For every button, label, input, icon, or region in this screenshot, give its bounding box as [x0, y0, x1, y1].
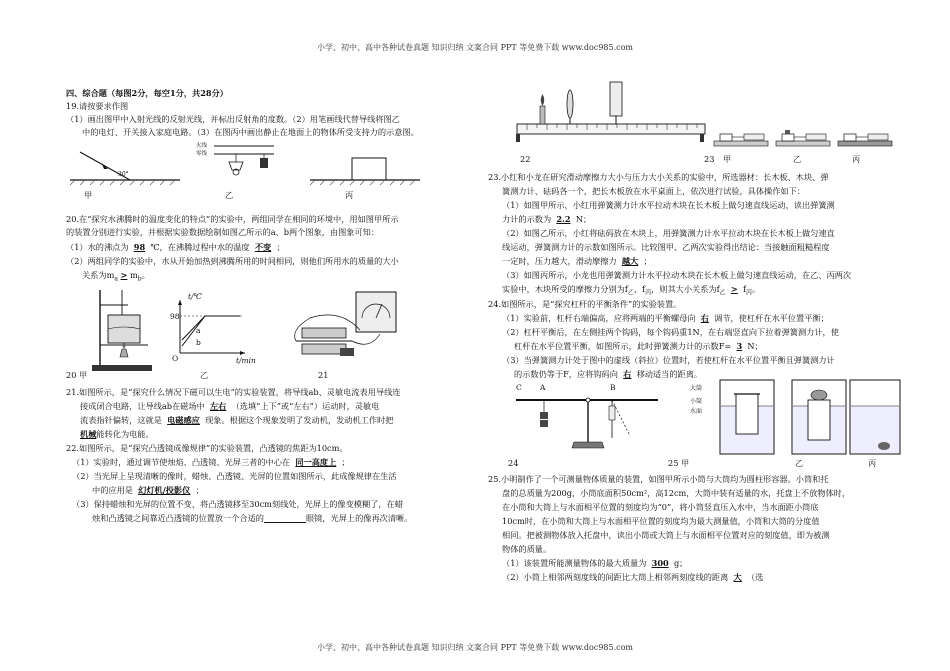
page-footer: 小学、初中、高中各种试卷真题 知识归纳 文案合同 PPT 等免费下载 www.doc985.com: [316, 643, 634, 652]
q23-line1: 23.小红和小龙在研究滑动摩擦力大小与压力大小关系的实验中，所选器材：长木板、木块、弹: [488, 172, 829, 182]
q22-line2: （1）实验时，通过调节使烛焰、凸透镜、光屏三者的中心在 同一高度上 ；: [72, 457, 350, 467]
fig19-yi-label: 乙: [225, 190, 234, 200]
graph-y-label: t/℃: [188, 292, 202, 301]
q23-line2: 簧测力计、砝码各一个，把长木板放在水平桌面上，依次进行试验，具体操作如下：: [502, 186, 805, 196]
q22-line1: 22.如图所示，是“探究凸透镜成像规律”的实验装置，凸透镜的焦距为10cm。: [66, 443, 348, 453]
figure-22-bench: [512, 80, 707, 152]
q20-line3: （1）水的沸点为 98 ℃，在沸腾过程中水的温度 不变 ；: [66, 242, 285, 252]
fig25-bing-label: 丙: [868, 458, 877, 468]
answer-25-1: 300: [651, 558, 669, 568]
fig23-bing-label: 丙: [852, 154, 861, 164]
q20-line4: （2）两组同学的实验中，水从开始加热到沸腾所用的时间相同，则他们所用水的质量的大小: [66, 256, 399, 266]
figure-20-jia: [90, 285, 155, 375]
answer-21-1: 左右: [209, 401, 227, 411]
answer-22-1: 同一高度上: [295, 457, 337, 467]
answer-24-1: 右: [700, 313, 709, 323]
wire-zero-label: 零线: [196, 151, 208, 157]
fig23-label: 23: [704, 154, 715, 164]
q21-line1: 21.如图所示，是“探究什么情况下磁可以生电”的实验装置，将导线ab、灵敏电流表用导线连: [66, 387, 401, 397]
q23-line6: 线运动，弹簧测力计的示数如图所示。比较图甲、乙两次实验得出结论：当接触面粗糙程度: [502, 242, 830, 252]
answer-21-2: 电磁感应: [167, 415, 200, 425]
fig24-label: 24: [508, 458, 519, 468]
answer-24-2: 3: [736, 341, 743, 351]
graph-98-label: 98: [170, 312, 180, 321]
angle-label: 30°: [118, 171, 129, 178]
fig19-bing-label: 丙: [345, 190, 354, 200]
q22-line4: 中的应用是 幻灯机/投影仪 ；: [92, 485, 204, 495]
q24-line3: （2）杠杆平衡后，在左侧挂两个钩码，每个钩码重1N，在右端竖直向下拉着弹簧测力计，使: [502, 327, 839, 337]
answer-23-3: >: [730, 284, 738, 294]
figure-19-jia: [70, 150, 180, 185]
lever-label-b: B: [610, 383, 616, 392]
q20-line1: 20.在“探究水沸腾时的温度变化的特点”的实验中，两组同学在相同的环境中，用如图甲所示: [66, 214, 399, 224]
fig25-jia-label: 25 甲: [668, 458, 690, 468]
q19-title: 19.请按要求作图: [66, 101, 129, 111]
figure-24-lever: [508, 380, 668, 452]
wire-fire-label: 火线: [196, 143, 208, 149]
q21-line2: 接成闭合电路，让导线ab在磁场中 左右 （选填“上下”或“左右”）运动时，灵敏电: [80, 401, 380, 411]
answer-22-2: 幻灯机/投影仪: [138, 485, 191, 495]
q23-line5: （2）如图乙所示，小红将砝码放在木块上，用弹簧测力计水平拉动木块在长木板上做匀速直: [502, 228, 835, 238]
q25-line6: 物体的质量。: [502, 544, 552, 554]
q24-line4: 杠杆在水平位置平衡，如图所示，此时弹簧测力计的示数F= 3 N；: [514, 341, 763, 351]
q23-line4: 力计的示数为 2.2 N；: [502, 214, 592, 224]
small-cyl-label: 小筒: [690, 398, 703, 405]
q23-line7: 一定时，压力越大，滑动摩擦力 越大 ；: [502, 256, 652, 266]
q25-line7: （1）该装置所能测量物体的最大质量为 300 g；: [502, 558, 688, 568]
figure-19-yi: [196, 140, 276, 190]
fig19-jia-label: 甲: [84, 190, 93, 200]
q23-line3: （1）如图甲所示，小红用弹簧测力计水平拉动木块在长木板上做匀速直线运动，读出弹簧测: [502, 200, 835, 210]
q24-line2: （1）实验前，杠杆右端偏高，应将两端的平衡螺母向 右 调节，使杠杆在水平位置平衡；: [502, 313, 829, 323]
q24-line5: （3）当弹簧测力计处于图中的虚线（斜拉）位置时，若使杠杆在水平位置平衡且弹簧测力计: [502, 355, 835, 365]
answer-20-3: >: [120, 270, 128, 280]
answer-20-2: 不变: [254, 242, 272, 252]
graph-a-label: a: [196, 326, 201, 335]
answer-20-1: 98: [133, 242, 146, 252]
answer-24-3: 右: [623, 369, 632, 379]
section-title: 四、综合题（每图2分，每空1分，共28分）: [66, 88, 228, 98]
answer-23-2: 越大: [621, 256, 639, 266]
fig23-jia-label: 甲: [723, 154, 732, 164]
q22-line6: 烛和凸透镜之间靠近凸透镜的位置放一个合适的 眼镜，光屏上的像再次清晰。: [92, 513, 413, 523]
answer-25-2: 大: [733, 572, 742, 582]
q24-line1: 24.如图所示，是“探究杠杆的平衡条件”的实验装置。: [488, 299, 682, 309]
graph-x-label: t/min: [236, 356, 256, 365]
figure-23: [712, 125, 897, 155]
fig25-yi-label: 乙: [795, 458, 804, 468]
figure-20-graph: [170, 298, 250, 358]
q23-line9: 实验中，木块所受的摩擦力分别为$f_乙$、$f_丙$，则其大小关系为$f_乙 > f_丙$。: [502, 284, 761, 297]
fig20-jia-label: 20 甲: [66, 370, 88, 380]
q19-line1: （1）画出图甲中入射光线的反射光线，并标出反射角的度数。（2）用笔画线代替导线将图乙: [66, 114, 400, 124]
figure-19-bing: [310, 150, 420, 186]
q23-line8: （3）如图丙所示，小龙也用弹簧测力计水平拉动木块在长木板上做匀速直线运动，在乙、丙两次: [502, 270, 852, 280]
figure-25: [690, 370, 900, 458]
lever-label-c: C: [516, 383, 522, 392]
q25-line4: 10cm时，在小筒和大筒上与水面相平位置的刻度均为最大测量值，小筒和大筒的分度值: [502, 516, 820, 526]
q20-line5: 关系为$m_a > m_b$。: [82, 270, 150, 283]
q21-line3: 流表指针偏转，这就是 电磁感应 现象。根据这个现象发明了发动机，发动机工作时把: [80, 415, 394, 425]
answer-23-1: 2.2: [556, 214, 571, 224]
graph-b-label: b: [196, 338, 201, 347]
graph-origin-label: O: [172, 354, 179, 363]
lever-label-a: A: [540, 383, 546, 392]
q21-line4: 机械能转化为电能。: [80, 429, 154, 439]
answer-21-3: 机械: [80, 429, 97, 439]
fig21-label: 21: [318, 370, 329, 380]
blank-22-3: [264, 514, 306, 523]
q25-line5: 相同。把被测物体放入托盘中，读出小筒或大筒上与水面相平位置对应的刻度值，即为被测: [502, 530, 830, 540]
figure-21: [290, 290, 405, 365]
q24-line6: 的示数仍等于F，应将钩码向 右 移动适当的距离。: [514, 369, 703, 379]
q20-line2: 的装置分别进行实验，并根据实验数据绘制如图乙所示的a、b两个图象，由图象可知：: [66, 227, 380, 237]
q22-line3: （2）当光屏上呈现清晰的像时，蜡烛、凸透镜、光屏的位置如图所示，此成像规律在生活: [72, 471, 397, 481]
q25-line2: 盘的总质量为200g，小筒底面积50cm²，高12cm，大筒中装有适量的水，托盘上不放物体时，: [502, 488, 851, 498]
water-label: 水面: [690, 408, 703, 415]
fig23-yi-label: 乙: [793, 154, 802, 164]
q19-line2: 中的电灯、开关接入家庭电路。（3）在图丙中画出静止在地面上的物体所受支持力的示意图。: [82, 127, 419, 137]
q25-line1: 25.小明制作了一个可测量物体质量的装置，如图甲所示小筒与大筒均为圆柱形容器。小筒和托: [488, 474, 829, 484]
fig20-yi-label: 乙: [200, 370, 209, 380]
fig22-label: 22: [520, 154, 531, 164]
q22-line5: （3）保持蜡烛和光屏的位置不变，将凸透镜移至30cm刻线处，光屏上的像变模糊了，在蜡: [72, 499, 403, 509]
q25-line3: 在小筒和大筒上与水面相平位置的刻度均为“0”，将小筒竖直压入水中，当水面距小筒底: [502, 502, 819, 512]
page-header: 小学、初中、高中各种试卷真题 知识归纳 文案合同 PPT 等免费下载 www.doc985.com: [316, 43, 634, 52]
big-cyl-label: 大筒: [690, 385, 703, 392]
q25-line8: （2）小筒上相邻两刻度线的间距比大筒上相邻两刻度线的距离 大 （选: [502, 572, 764, 582]
